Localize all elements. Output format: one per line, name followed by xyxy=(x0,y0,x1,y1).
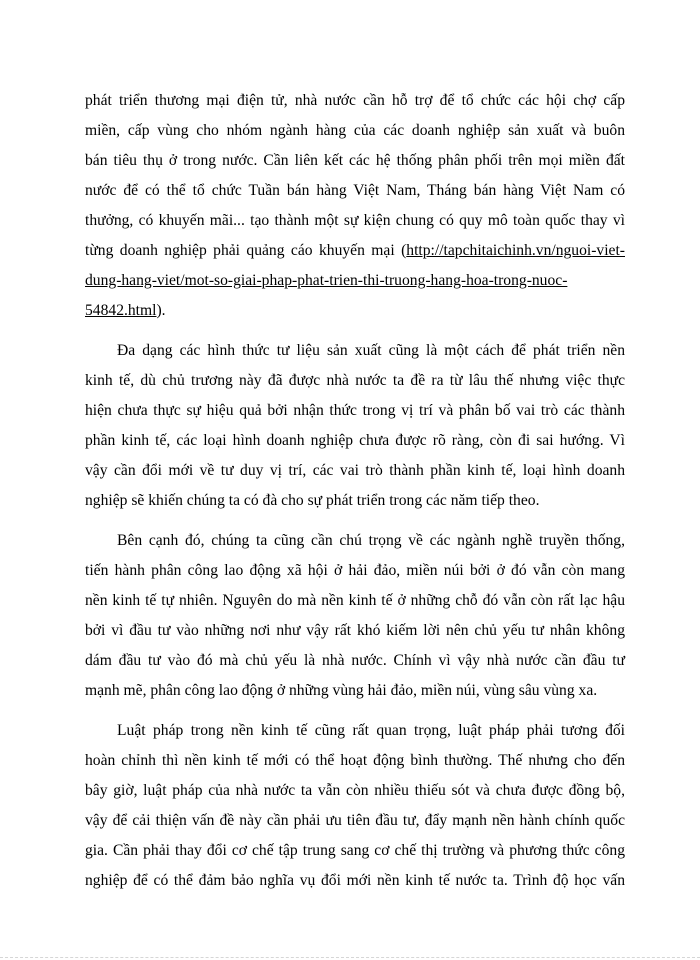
paragraph-2-line-2: kinh tế, dù chủ trương này đã được nhà nước ta đề ra từ lâu thế nhưng việc thực xyxy=(85,372,625,389)
paragraph-1-line-7 xyxy=(85,266,625,296)
page-bottom-divider xyxy=(0,957,700,958)
paragraph-4 xyxy=(85,716,625,896)
paragraph-3-line-1: Bên cạnh đó, chúng ta cũng cần chú trọng về các ngành nghề truyền thống, xyxy=(117,532,625,549)
paragraph-4-line-1: Luật pháp trong nền kinh tế cũng rất quan trọng, luật pháp phải tương đối xyxy=(117,722,625,739)
paragraph-gap xyxy=(85,516,625,526)
paragraph-1-closing: ). xyxy=(156,302,166,319)
paragraph-3-line-4: bởi vì đầu tư vào những nơi như vậy rất khó kiếm lời nên chủ yếu tư nhân không xyxy=(85,622,625,639)
paragraph-2-line-6: nghiệp sẽ khiến chúng ta có đà cho sự phát triển trong các năm tiếp theo. xyxy=(85,492,540,509)
paragraph-1-line-6-text: từng doanh nghiệp phải quảng cáo khuyến mại ( xyxy=(85,242,407,259)
paragraph-3-line-5: dám đầu tư vào đó mà chủ yếu là nhà nước. Chính vì vậy nhà nước cần đầu tư xyxy=(85,652,625,669)
source-link-part-1[interactable]: http://tapchitaichinh.vn/nguoi-viet- xyxy=(406,242,625,259)
paragraph-1-line-6 xyxy=(85,236,625,266)
paragraph-3-line-6: mạnh mẽ, phân công lao động ở những vùng hải đảo, miền núi, vùng sâu vùng xa. xyxy=(85,682,598,699)
source-link-part-2[interactable]: dung-hang-viet/mot-so-giai-phap-phat-trien-thi-truong-hang-hoa-trong-nuoc- xyxy=(85,272,568,289)
paragraph-4-line-5: gia. Cần phải thay đổi cơ chế tập trung sang cơ chế thị trường và phương thức công xyxy=(85,842,625,859)
paragraph-2-line-4: phần kinh tế, các loại hình doanh nghiệp chưa được rõ ràng, còn đi sai hướng. Vì xyxy=(85,432,625,449)
paragraph-1-line-8 xyxy=(85,296,625,326)
paragraph-4-line-4: vậy để cải thiện vấn đề này cần phải ưu tiên đầu tư, đẩy mạnh nền hành chính quốc xyxy=(85,812,625,829)
paragraph-1 xyxy=(85,86,625,326)
paragraph-2-line-5: vậy cần đổi mới về tư duy vị trí, các vai trò thành phần kinh tế, loại hình doanh xyxy=(85,462,625,479)
paragraph-1-line-5: thưởng, có khuyến mãi... tạo thành một sự kiện chung có quy mô toàn quốc thay vì xyxy=(85,212,625,229)
paragraph-3-line-3: nền kinh tế tự nhiên. Nguyên do mà nền kinh tế ở những chỗ đó vẫn còn rất lạc hậu xyxy=(85,592,625,609)
paragraph-2-line-1: Đa dạng các hình thức tư liệu sản xuất cũng là một cách để phát triển nền xyxy=(117,342,625,359)
paragraph-gap xyxy=(85,706,625,716)
paragraph-4-line-2: hoàn chỉnh thì nền kinh tế mới có thể hoạt động bình thường. Thế nhưng cho đến xyxy=(85,752,625,769)
paragraph-4-line-6: nghiệp để có thể đảm bảo nghĩa vụ đổi mới nền kinh tế nước ta. Trình độ học vấn xyxy=(85,872,625,889)
document-body xyxy=(85,86,625,896)
paragraph-3-line-2: tiến hành phân công lao động xã hội ở hải đảo, miền núi bởi ở đó vẫn còn mang xyxy=(85,562,625,579)
paragraph-2 xyxy=(85,336,625,516)
paragraph-1-line-3: bán tiêu thụ ở trong nước. Cần liên kết các hệ thống phân phối trên mọi miền đất xyxy=(85,152,625,169)
paragraph-gap xyxy=(85,326,625,336)
paragraph-4-line-3: bây giờ, luật pháp của nhà nước ta vẫn còn nhiều thiếu sót và chưa được đồng bộ, xyxy=(85,782,625,799)
paragraph-1-line-1: phát triển thương mại điện tử, nhà nước cần hỗ trợ để tổ chức các hội chợ cấp xyxy=(85,92,625,109)
paragraph-3 xyxy=(85,526,625,706)
paragraph-2-line-3: hiện chưa thực sự hiệu quả bởi nhận thức trong vị trí và phân bố vai trò các thành xyxy=(85,402,625,419)
source-link-part-3[interactable]: 54842.html xyxy=(85,302,157,319)
paragraph-1-line-4: nước để có thể tổ chức Tuần bán hàng Việt Nam, Tháng bán hàng Việt Nam có xyxy=(85,182,625,199)
paragraph-1-line-2: miền, cấp vùng cho nhóm ngành hàng của các doanh nghiệp sản xuất và buôn xyxy=(85,122,625,139)
